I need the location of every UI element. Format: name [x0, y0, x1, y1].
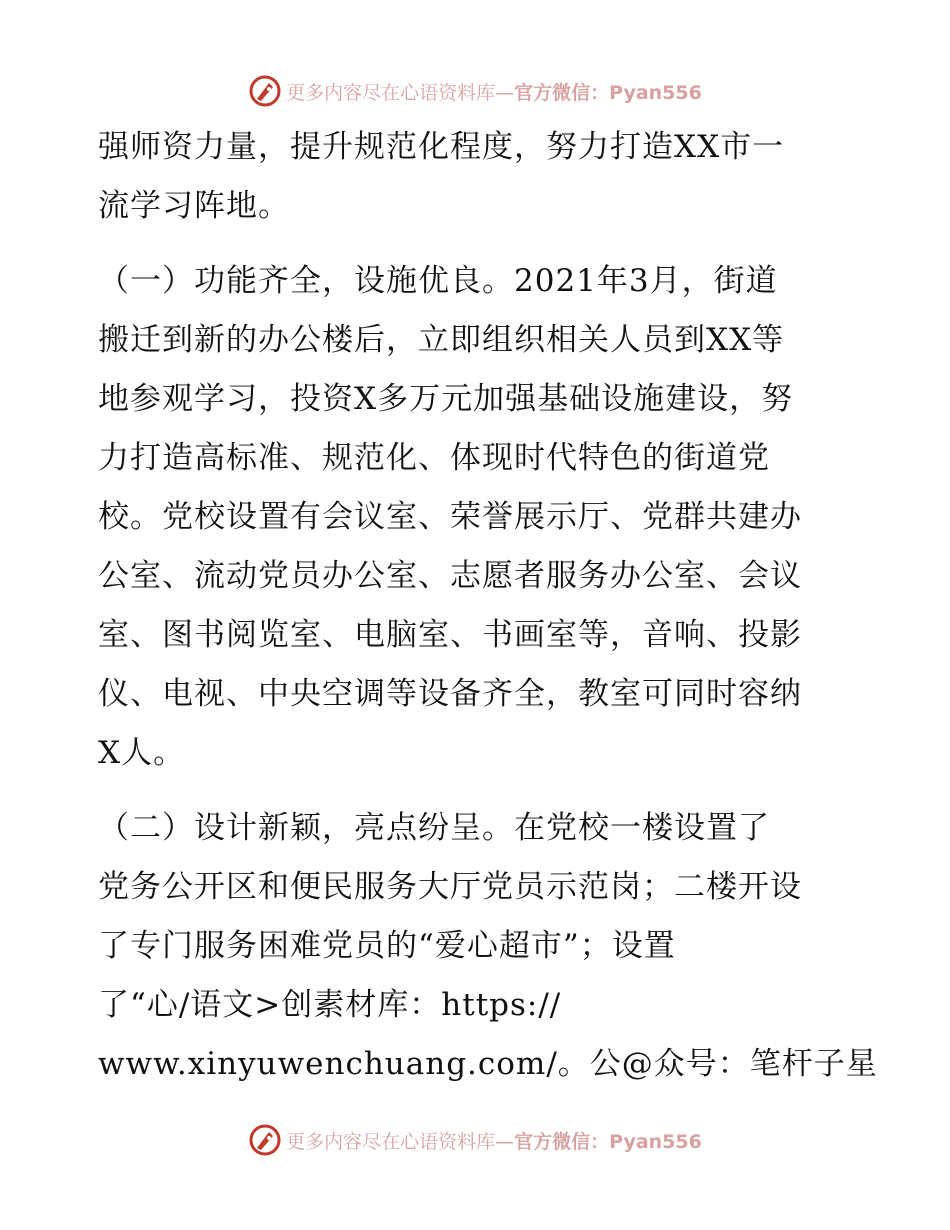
text-line: 室、图书阅览室、电脑室、书画室等，音响、投影: [98, 617, 802, 653]
text-line: 校。党校设置有会议室、荣誉展示厅、党群共建办: [98, 499, 802, 535]
paragraph-1: [98, 118, 858, 236]
paragraph-3: [98, 799, 878, 1094]
text-line: 公室、流动党员办公室、志愿者服务办公室、会议: [98, 558, 802, 594]
header-contact: 官方微信：Pyan556: [514, 81, 702, 104]
header-separator: —: [495, 81, 515, 104]
text-line: X人。: [98, 735, 186, 771]
text-line: 仪、电视、中央空调等设备齐全，教室可同时容纳: [98, 676, 802, 712]
text-line: （二）设计新颖，亮点纷呈。在党校一楼设置了: [98, 810, 770, 846]
text-line: 地参观学习，投资X多万元加强基础设施建设，努: [98, 381, 794, 417]
text-line: 党务公开区和便民服务大厅党员示范岗；二楼开设: [98, 869, 802, 905]
text-line: 力打造高标准、规范化、体现时代特色的街道党: [98, 440, 770, 476]
footer-separator: —: [495, 1130, 515, 1153]
text-line: 强师资力量，提升规范化程度，努力打造XX市一: [98, 129, 785, 165]
text-line: 了专门服务困难党员的“爱心超市”；设置: [98, 928, 676, 964]
footer-brand-text: 更多内容尽在心语资料库: [286, 1130, 496, 1153]
document-body: [98, 118, 878, 1110]
text-line: www.xinyuwenchuang.com/。公@众号：笔杆子星: [98, 1046, 878, 1082]
footer-banner-text: [286, 1127, 702, 1154]
footer-contact: 官方微信：Pyan556: [514, 1130, 702, 1153]
pen-nib-logo-icon: [248, 74, 282, 108]
text-line: （一）功能齐全，设施优良。2021年3月，街道: [98, 263, 778, 299]
footer-banner: [0, 1120, 950, 1160]
paragraph-2: [98, 252, 858, 783]
text-line: 了“心/语文>创素材库：https://: [98, 987, 562, 1023]
text-line: 流学习阵地。: [98, 188, 290, 224]
header-banner-text: [286, 78, 702, 105]
header-brand-text: 更多内容尽在心语资料库: [286, 81, 496, 104]
pen-nib-logo-icon: [248, 1123, 282, 1157]
text-line: 搬迁到新的办公楼后，立即组织相关人员到XX等: [98, 322, 785, 358]
header-banner: [0, 71, 950, 111]
